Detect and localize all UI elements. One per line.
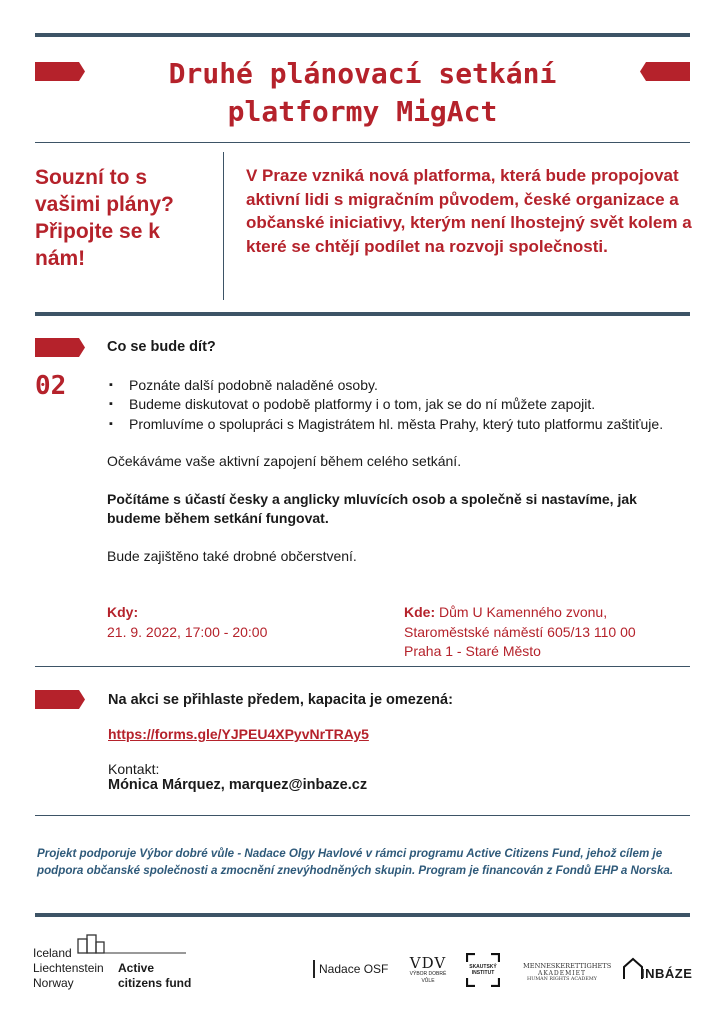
vdv-subtitle: VÝBOR DOBRÉ VŮLE	[409, 971, 447, 984]
eea-country: Iceland	[33, 946, 72, 960]
where-block	[404, 603, 694, 662]
vertical-divider	[223, 152, 224, 300]
footer-divider	[35, 815, 690, 816]
intro-text: V Praze vzniká nová platforma, která bude propojovat aktivní lidi s migračním původem, české organizace a občanské iniciativy, kterým není lhostejný svět kolem a které se chtějí podílet na rozvoji společnosti.	[246, 166, 692, 256]
title-flag-left	[35, 62, 85, 81]
eea-country: Norway	[33, 976, 74, 990]
bullet-item: ▪ Promluvíme o spolupráci s Magistrátem hl. města Prahy, který tuto platformu zaštiťuje.	[107, 415, 674, 435]
where-line-3: Praha 1 - Staré Město	[404, 643, 541, 659]
footer-note: Projekt podporuje Výbor dobré vůle - Nadace Olgy Havlové v rámci programu Active Citizens Fund, jehož cílem je podpora občanské společnosti a zmocnění znevýhodněných skupin. Program je financován z Fondů EHP a Norska.	[37, 847, 674, 877]
page-title	[130, 55, 595, 131]
when-block	[107, 603, 367, 642]
registration-flag	[35, 690, 85, 709]
title-line-1: Druhé plánovací setkání	[168, 57, 557, 90]
what-paragraph-1: Očekáváme vaše aktivní zapojení během celého setkání.	[107, 453, 462, 469]
registration-link[interactable]: https://forms.gle/YJPEU4XPyvNrTRAy5	[108, 726, 369, 742]
top-rule	[35, 33, 690, 37]
inbaze-logo-text: INBÁZE	[641, 966, 693, 981]
what-heading: Co se bude dít?	[107, 339, 216, 355]
hra-line-1: MENNESKERETTIGHETS	[523, 962, 612, 970]
registration-divider	[35, 666, 690, 667]
what-section	[107, 338, 692, 566]
what-paragraph-3: Bude zajištěno také drobné občerstvení.	[107, 547, 357, 564]
section-rule	[35, 312, 690, 316]
acf-logo-text	[118, 961, 191, 991]
bullet-item: ▪ Budeme diskutovat o podobě platformy i o tom, jak se do ní můžete zapojit.	[107, 395, 692, 415]
when-value: 21. 9. 2022, 17:00 - 20:00	[107, 623, 268, 640]
human-rights-academy-logo	[523, 962, 612, 983]
nadace-osf-logo: Nadace OSF	[313, 960, 388, 978]
bottom-rule	[35, 913, 690, 917]
acf-line-1: Active	[118, 961, 155, 975]
eea-grants-icon	[76, 934, 188, 956]
what-paragraph-2: Počítáme s účastí česky a anglicky mluvících osob a společně si nastavíme, jak budeme během setkání fungovat.	[107, 490, 637, 526]
contact-value: Mónica Márquez, marquez@inbaze.cz	[108, 777, 368, 793]
acf-line-2: citizens fund	[118, 976, 192, 990]
where-label: Kde:	[404, 604, 436, 620]
section-flag	[35, 338, 85, 357]
where-line-1: Dům U Kamenného zvonu,	[439, 604, 608, 620]
contact-label: Kontakt:	[108, 761, 160, 777]
when-label: Kdy:	[107, 604, 139, 620]
title-divider	[35, 142, 690, 143]
hra-line-2: AKADEMIET	[538, 970, 586, 977]
skautsky-text: SKAUTSKÝ INSTITUT	[469, 964, 497, 976]
vdv-mark: VDV	[409, 954, 447, 972]
what-bullets	[107, 376, 692, 435]
hra-line-3: HUMAN RIGHTS ACADEMY	[527, 977, 597, 982]
bullet-item: ▪ Poznáte další podobně naladěné osoby.	[107, 376, 692, 396]
left-question: Souzní to s vašimi plány? Připojte se k nám!	[35, 166, 174, 270]
title-line-2: platformy MigAct	[227, 95, 498, 128]
title-flag-right	[640, 62, 690, 81]
where-line-2: Staroměstské náměstí 605/13 110 00	[404, 623, 636, 640]
registration-heading: Na akci se přihlaste předem, kapacita je omezená:	[108, 692, 453, 708]
skautsky-logo	[466, 953, 500, 987]
eea-country: Liechtenstein	[33, 961, 104, 975]
section-number: 02	[35, 371, 67, 401]
vdv-logo	[403, 955, 453, 985]
